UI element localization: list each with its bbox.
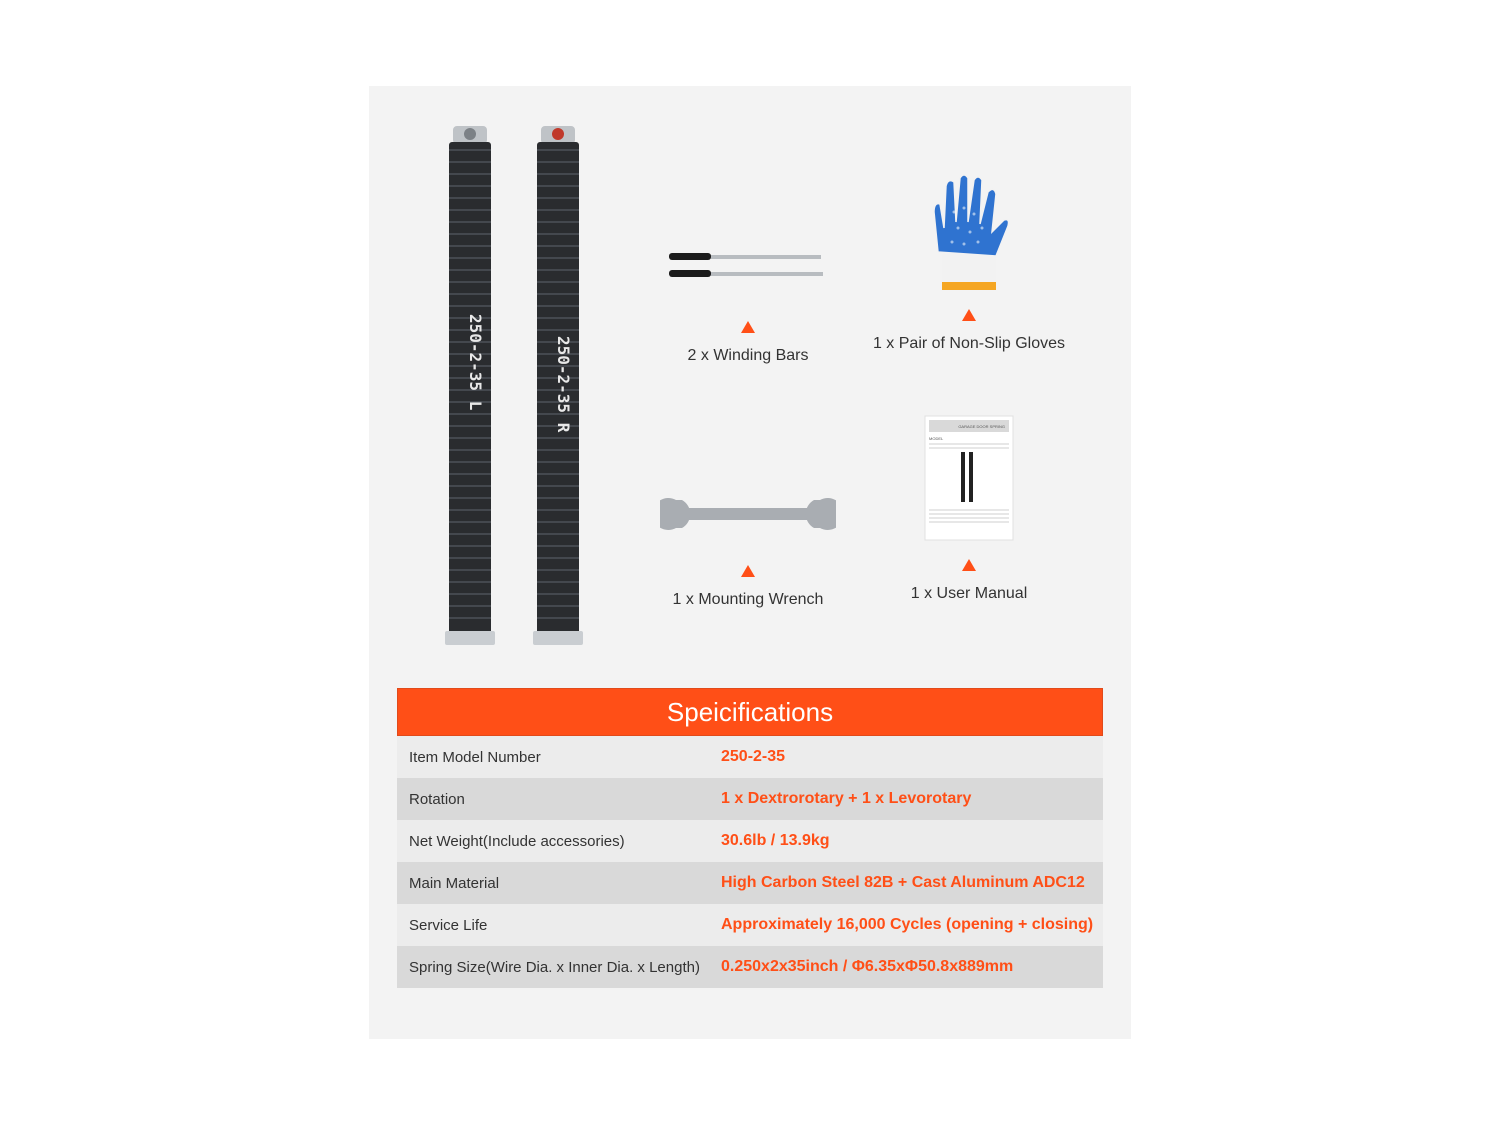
table-row (397, 904, 1103, 946)
table-row (397, 736, 1103, 778)
spec-value: Approximately 16,000 Cycles (opening + closing) (721, 916, 1094, 933)
accessory-caption: 2 x Winding Bars (687, 347, 809, 364)
torsion-spring-left (445, 126, 495, 648)
pointer-triangle-icon (741, 565, 755, 577)
pointer-triangle-icon (962, 559, 976, 571)
spec-key: Main Material (409, 874, 500, 892)
accessory-wrench (633, 494, 863, 609)
spec-value: High Carbon Steel 82B + Cast Aluminum ADC12 (721, 874, 1085, 891)
spec-key: Net Weight(Include accessories) (409, 832, 625, 850)
spring-label: 250-2-35 R (554, 336, 573, 433)
product-card (369, 86, 1131, 1039)
accessory-caption: 1 x Mounting Wrench (672, 591, 824, 608)
specifications-title: Speicifications (397, 688, 1103, 736)
spec-key: Service Life (409, 916, 488, 934)
spec-value: 0.250x2x35inch / Φ6.35xΦ50.8x889mm (721, 958, 1014, 975)
wrench-icon (660, 494, 836, 534)
accessory-winding-bars (633, 248, 863, 365)
manual-title: GARAGE DOOR SPRING (958, 424, 1005, 429)
spec-value: 30.6lb / 13.9kg (721, 832, 830, 849)
pointer-triangle-icon (741, 321, 755, 333)
torsion-spring-right (533, 126, 583, 648)
spring-label: 250-2-35 L (466, 314, 485, 411)
table-row (397, 946, 1103, 988)
spec-key: Item Model Number (409, 748, 541, 766)
pointer-triangle-icon (962, 309, 976, 321)
spec-key: Rotation (409, 790, 465, 808)
accessory-manual (854, 414, 1084, 603)
spec-value: 250-2-35 (721, 748, 786, 765)
accessory-caption: 1 x User Manual (910, 585, 1028, 602)
winding-bars-icon (663, 248, 833, 288)
gloves-icon (924, 172, 1014, 294)
table-row (397, 862, 1103, 904)
manual-heading: MODEL (929, 436, 944, 441)
table-row (397, 820, 1103, 862)
specifications-table (397, 688, 1103, 988)
spec-key: Spring Size(Wire Dia. x Inner Dia. x Length) (409, 958, 700, 976)
accessory-gloves (854, 172, 1084, 353)
accessory-caption: 1 x Pair of Non-Slip Gloves (872, 335, 1066, 352)
spec-value: 1 x Dextrorotary + 1 x Levorotary (721, 790, 972, 807)
manual-icon (923, 414, 1015, 544)
table-row (397, 778, 1103, 820)
